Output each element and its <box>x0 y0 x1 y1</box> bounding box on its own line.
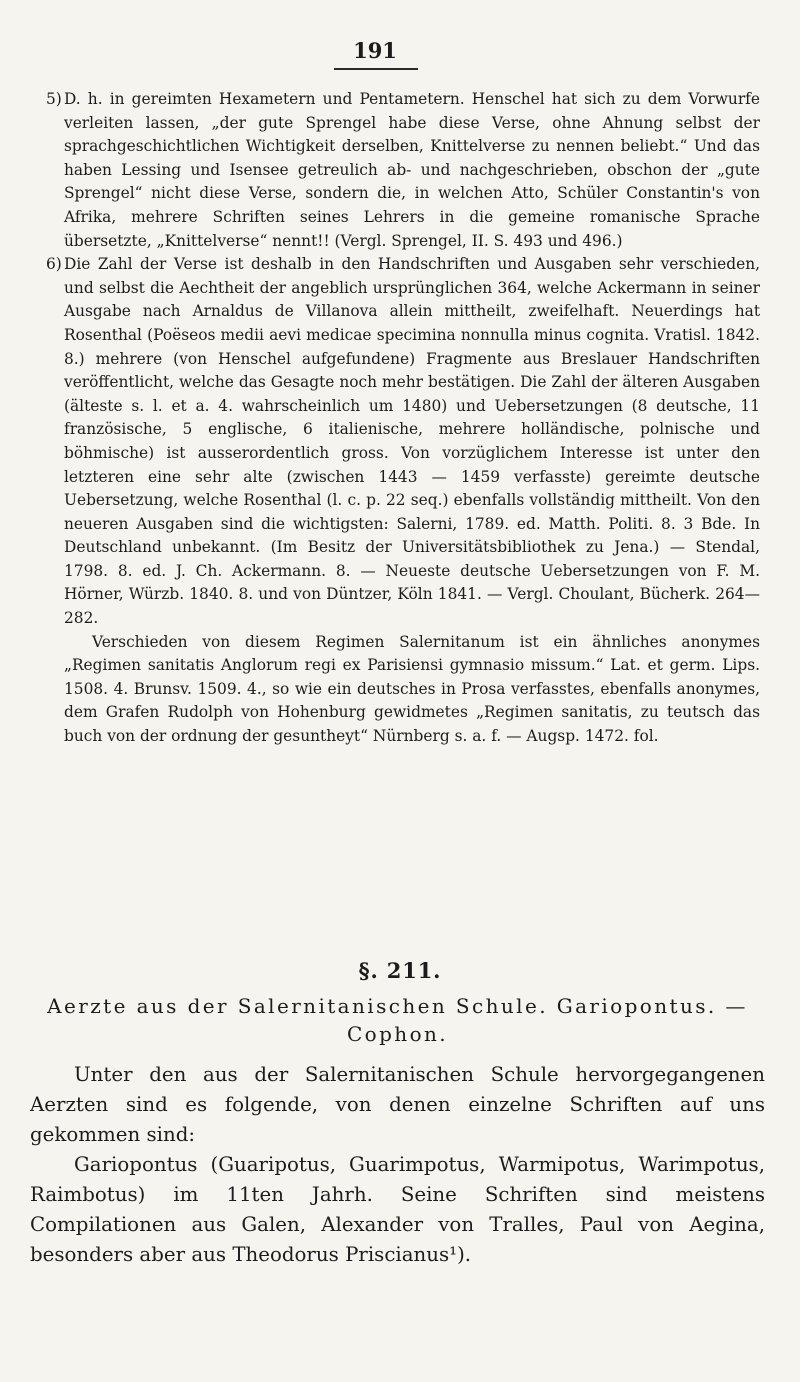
body-paragraph: Unter den aus der Salernitanischen Schule hervorgegangenen Aerzten sind es folgende, von denen einzelne Schriften auf uns gekommen sind: <box>30 1063 765 1146</box>
footnote-6 <box>34 253 760 748</box>
section-title: Aerzte aus der Salernitanischen Schule. Gariopontus. — Cophon. <box>47 994 748 1046</box>
footnote-number: 6) <box>46 255 62 274</box>
footnote-5 <box>34 88 760 253</box>
footnote-text: D. h. in gereimten Hexametern und Pentametern. Henschel hat sich zu dem Vorwurfe verleiten lassen, „der gute Sprengel habe diese Verse, ohne Ahnung selbst der sprachgeschichtlichen Wichtigkeit derselben, Knittelverse zu nennen beliebt.“ Und das haben Lessing und Isensee getreulich ab- und nachgeschrieben, obschon der „gute Sprengel“ nicht diese Verse, sondern die, in welchen Atto, Schüler Constantin's von Afrika, mehrere Schriften seines Lehrers in die gemeine romanische Sprache übersetzte, „Knittelverse“ nennt!! (Vergl. Sprengel, II. S. 493 und 496.) <box>64 90 760 250</box>
body-text <box>30 1060 765 1270</box>
footnotes <box>34 88 760 749</box>
footnote-text: Die Zahl der Verse ist deshalb in den Handschriften und Ausgaben sehr verschieden, und selbst die Aechtheit der angeblich ursprünglichen 364, welche Ackermann in seiner Ausgabe nach Arnaldus de Villanova allein mittheilt, zweifelhaft. Neuerdings hat Rosenthal (Poëseos medii aevi medicae specimina nonnulla minus cognita. Vratisl. 1842. 8.) mehrere (von Henschel aufgefundene) Fragmente aus Breslauer Handschriften veröffentlicht, welche das Gesagte noch mehr bestätigen. Die Zahl der älteren Ausgaben (älteste s. l. et a. 4. wahrscheinlich um 1480) und Uebersetzungen (8 deutsche, 11 französische, 5 englische, 6 italienische, mehrere holländische, polnische und böhmische) ist ausserordentlich gross. Von vorzüglichem Interesse ist unter den letzteren eine sehr alte (zwischen 1443 — 1459 verfasste) gereimte deutsche Uebersetzung, welche Rosenthal (l. c. p. 22 seq.) ebenfalls vollständig mittheilt. Von den neueren Ausgaben sind die wichtigsten: Salerni, 1789. ed. Matth. Politi. 8. 3 Bde. In Deutschland unbekannt. (Im Besitz der Universitätsbibliothek zu Jena.) — Stendal, 1798. 8. ed. J. Ch. Ackermann. 8. — Neueste deutsche Uebersetzungen von F. M. Hörner, Würzb. 1840. 8. und von Düntzer, Köln 1841. — Vergl. Choulant, Bücherk. 264—282. <box>64 255 760 628</box>
footnote-paragraph: Verschieden von diesem Regimen Salernitanum ist ein ähnliches anonymes „Regimen sanitatis Anglorum regi ex Parisiensi gymnasio missum.“ Lat. et germ. Lips. 1508. 4. Brunsv. 1509. 4., so wie ein deutsches in Prosa verfasstes, ebenfalls anonymes, dem Grafen Rudolph von Hohenburg gewidmetes „Regimen sanitatis, zu teutsch das buch von der ordnung der gesuntheyt“ Nürnberg s. a. f. — Augsp. 1472. fol. <box>64 632 760 746</box>
page-number-rule <box>334 68 418 70</box>
page-number: 191 <box>353 38 397 63</box>
footnote-number: 5) <box>46 90 62 108</box>
section-number: §. 211. <box>358 958 442 983</box>
body-paragraph: Gariopontus (Guaripotus, Guarimpotus, Warmipotus, Warimpotus, Raimbotus) im 11ten Jahrh. Seine Schriften sind meistens Compilationen aus Galen, Alexander von Tralles, Paul von Aegina, besonders aber aus Theodorus Priscianus¹). <box>30 1153 765 1266</box>
